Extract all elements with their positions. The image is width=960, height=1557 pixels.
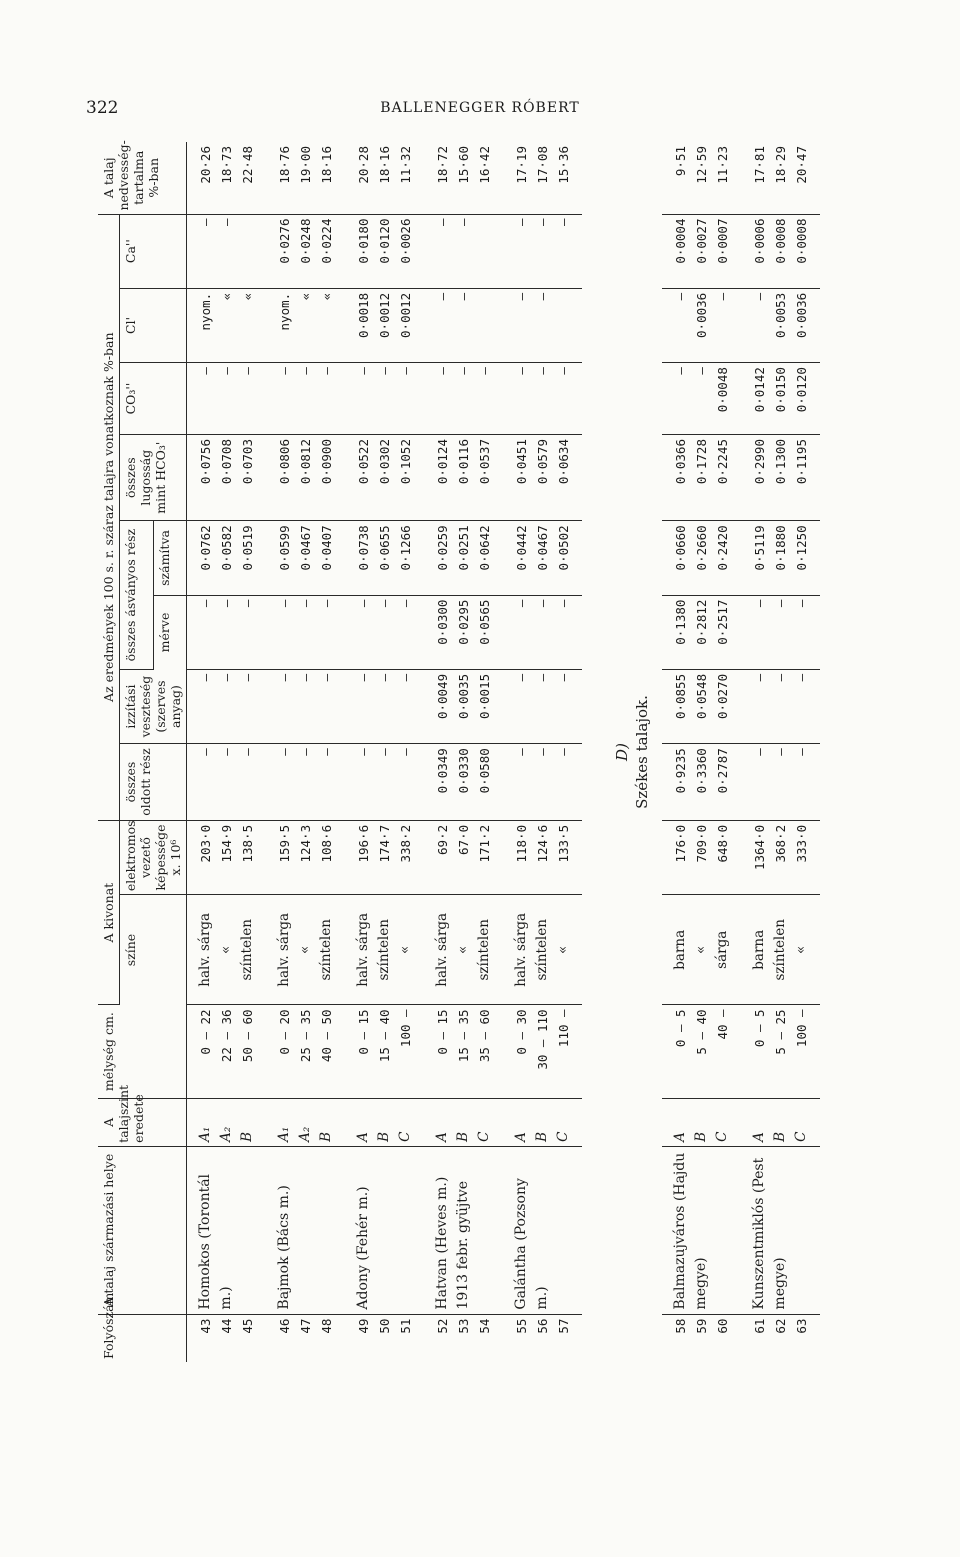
row-calculated: 0·0599 0·0467 0·0407 (266, 521, 345, 595)
row-moisture: 20·26 18·73 22·48 (187, 142, 267, 214)
row-place: Kunszentmiklós (Pest megye) (741, 1146, 820, 1314)
row-calculated: 0·5119 0·1880 0·1250 (741, 521, 820, 595)
row-alkalinity: 0·0124 0·0116 0·0537 (424, 435, 503, 521)
row-measured: — — — (503, 595, 582, 669)
table-row (424, 142, 503, 1362)
row-conductivity: 159·5 124·3 108·6 (266, 820, 345, 894)
row-place: Balmazujváros (Hajdu megye) (662, 1146, 741, 1314)
header-moisture: A talaj nedvesség-tartalma %-ban (98, 142, 187, 214)
row-ca: — — (424, 214, 503, 288)
row-calculated: 0·0738 0·0655 0·1266 (345, 521, 424, 595)
row-depth: 0 — 15 15 — 40 100 — (345, 1005, 424, 1098)
header-origin: A talaj származási helye (98, 1146, 187, 1314)
row-dissolved: — — — (345, 744, 424, 821)
row-moisture: 17·19 17·08 15·36 (503, 142, 582, 214)
header-conductivity: elektromos vezető képessége x. 10⁶ (120, 820, 187, 894)
row-cl: nyom. « « (266, 288, 345, 362)
row-horizon: A₁ A₂ B (187, 1098, 267, 1146)
row-dissolved: — — — (187, 744, 267, 821)
table-row (266, 142, 345, 1362)
table-row (187, 142, 267, 1362)
row-measured: — — — (741, 595, 820, 669)
row-ca: 0·0276 0·0248 0·0224 (266, 214, 345, 288)
row-ca: — — — (503, 214, 582, 288)
row-horizon: A B C (345, 1098, 424, 1146)
row-co3: — — 0·0048 (662, 363, 741, 435)
header-calculated: számítva (153, 521, 187, 595)
row-co3: — — — (187, 363, 267, 435)
header-horizon: A talajszint eredete (98, 1098, 187, 1146)
header-results: Az eredmények 100 s. r. száraz talajra vonatkoznak %-ban (98, 214, 120, 820)
row-place: Galántha (Pozsony m.) (503, 1146, 582, 1314)
row-numbers: 46 47 48 (277, 1318, 334, 1334)
header-color: színe (123, 933, 138, 967)
row-calculated: 0·0660 0·2660 0·2420 (662, 521, 741, 595)
row-color: barna színtelen « (741, 895, 820, 1005)
row-measured: 0·0300 0·0295 0·0565 (424, 595, 503, 669)
section-title: Székes talajok. (633, 695, 651, 809)
row-measured: 0·1380 0·2812 0·2517 (662, 595, 741, 669)
row-dissolved: 0·9235 0·3360 0·2787 (662, 744, 741, 821)
row-ignition-loss: — — — (187, 669, 267, 743)
header-alkalinity: összes lugosság mint HCO₃' (120, 435, 187, 521)
row-cl: nyom. « « (187, 288, 267, 362)
table-row (503, 142, 582, 1362)
row-dissolved: — — — (741, 744, 820, 821)
section-heading (582, 142, 662, 1362)
row-measured: — — — (345, 595, 424, 669)
row-dissolved: 0·0349 0·0330 0·0580 (424, 744, 503, 821)
row-horizon: A B C (662, 1098, 741, 1146)
row-alkalinity: 0·2990 0·1300 0·1195 (741, 435, 820, 521)
row-conductivity: 176·0 709·0 648·0 (662, 820, 741, 894)
row-moisture: 17·81 18·29 20·47 (741, 142, 820, 214)
section-letter: D) (613, 743, 631, 761)
row-numbers: 52 53 54 (435, 1318, 492, 1334)
row-ca: 0·0180 0·0120 0·0026 (345, 214, 424, 288)
row-ca: 0·0006 0·0008 0·0008 (741, 214, 820, 288)
row-calculated: 0·0259 0·0251 0·0642 (424, 521, 503, 595)
row-color: halv. sárga « színtelen (187, 895, 267, 1005)
row-color: halv. sárga színtelen « (345, 895, 424, 1005)
row-alkalinity: 0·0451 0·0579 0·0634 (503, 435, 582, 521)
row-ignition-loss: — — — (741, 669, 820, 743)
header-kivonat: A kivonat (98, 820, 120, 1005)
row-place: Adony (Fehér m.) (345, 1146, 424, 1314)
section-row (582, 142, 662, 1362)
row-color: halv. sárga « színtelen (424, 895, 503, 1005)
row-depth: 0 — 15 15 — 35 35 — 60 (424, 1005, 503, 1098)
row-measured: — — — (266, 595, 345, 669)
row-alkalinity: 0·0756 0·0708 0·0703 (187, 435, 267, 521)
row-color: barna « sárga (662, 895, 741, 1005)
row-depth: 0 — 20 25 — 35 40 — 50 (266, 1005, 345, 1098)
row-cl: 0·0018 0·0012 0·0012 (345, 288, 424, 362)
row-alkalinity: 0·0366 0·1728 0·2245 (662, 435, 741, 521)
row-color: halv. sárga színtelen « (503, 895, 582, 1005)
header-ignition-loss: izzítási veszteség (szerves anyag) (120, 669, 187, 743)
row-cl: — — (503, 288, 582, 362)
row-dissolved: — — — (266, 744, 345, 821)
row-numbers: 58 59 60 (673, 1318, 730, 1334)
row-horizon: A₁ A₂ B (266, 1098, 345, 1146)
table-row (345, 142, 424, 1362)
header-cl: Cl' (120, 288, 187, 362)
row-depth: 0 — 22 22 — 36 50 — 60 (187, 1005, 267, 1098)
row-depth: 0 — 30 30 — 110 110 — (503, 1005, 582, 1098)
table-row (662, 142, 741, 1362)
header-co3: CO₃'' (120, 363, 187, 435)
row-ignition-loss: — — — (266, 669, 345, 743)
row-moisture: 18·76 19·00 18·16 (266, 142, 345, 214)
row-calculated: 0·0762 0·0582 0·0519 (187, 521, 267, 595)
row-conductivity: 196·6 174·7 338·2 (345, 820, 424, 894)
row-dissolved: — — — (503, 744, 582, 821)
row-alkalinity: 0·0806 0·0812 0·0900 (266, 435, 345, 521)
row-ca: — — (187, 214, 267, 288)
page-header (0, 98, 960, 128)
header-jegyzam: Folyószám (98, 1314, 187, 1362)
row-measured: — — — (187, 595, 267, 669)
header-dissolved: összes oldott rész (120, 744, 187, 821)
row-calculated: 0·0442 0·0467 0·0502 (503, 521, 582, 595)
row-numbers: 43 44 45 (198, 1318, 255, 1334)
row-co3: — — — (503, 363, 582, 435)
page-number: 322 (86, 98, 119, 118)
row-conductivity: 203·0 154·9 138·5 (187, 820, 267, 894)
row-ca: 0·0004 0·0027 0·0007 (662, 214, 741, 288)
row-numbers: 49 50 51 (356, 1318, 413, 1334)
row-co3: — — — (345, 363, 424, 435)
row-depth: 0 — 5 5 — 25 100 — (741, 1005, 820, 1098)
row-alkalinity: 0·0522 0·0302 0·1052 (345, 435, 424, 521)
row-place: Hatvan (Heves m.) 1913 febr. gyüjtve (424, 1146, 503, 1314)
row-conductivity: 1364·0 368·2 333·0 (741, 820, 820, 894)
running-title: BALLENEGGER RÓBERT (380, 100, 580, 116)
row-depth: 0 — 5 5 — 40 40 — (662, 1005, 741, 1098)
row-ignition-loss: — — — (503, 669, 582, 743)
row-ignition-loss: 0·0049 0·0035 0·0015 (424, 669, 503, 743)
header-ca: Ca'' (120, 214, 187, 288)
data-table (98, 142, 820, 1362)
row-co3: — — — (266, 363, 345, 435)
row-moisture: 20·28 18·16 11·32 (345, 142, 424, 214)
row-co3: 0·0142 0·0150 0·0120 (741, 363, 820, 435)
row-place: Bajmok (Bács m.) (266, 1146, 345, 1314)
row-place: Homokos (Torontál m.) (187, 1146, 267, 1314)
row-cl: — — (424, 288, 503, 362)
row-numbers: 55 56 57 (514, 1318, 571, 1334)
row-ignition-loss: — — — (345, 669, 424, 743)
row-numbers: 61 62 63 (752, 1318, 809, 1334)
row-conductivity: 118·0 124·6 133·5 (503, 820, 582, 894)
table-row (741, 142, 820, 1362)
rotated-table-wrapper (98, 142, 868, 1362)
header-mineral: összes ásványos rész (120, 521, 154, 670)
row-horizon: A B C (503, 1098, 582, 1146)
row-co3: — — — (424, 363, 503, 435)
header-depth: mélység cm. (98, 1005, 187, 1098)
row-ignition-loss: 0·0855 0·0548 0·0270 (662, 669, 741, 743)
row-moisture: 9·51 12·59 11·23 (662, 142, 741, 214)
row-moisture: 18·72 15·60 16·42 (424, 142, 503, 214)
header-measured: mérve (156, 612, 172, 653)
row-horizon: A B C (741, 1098, 820, 1146)
row-cl: — 0·0053 0·0036 (741, 288, 820, 362)
row-cl: — 0·0036 — (662, 288, 741, 362)
row-color: halv. sárga « színtelen (266, 895, 345, 1005)
row-conductivity: 69·2 67·0 171·2 (424, 820, 503, 894)
row-horizon: A B C (424, 1098, 503, 1146)
